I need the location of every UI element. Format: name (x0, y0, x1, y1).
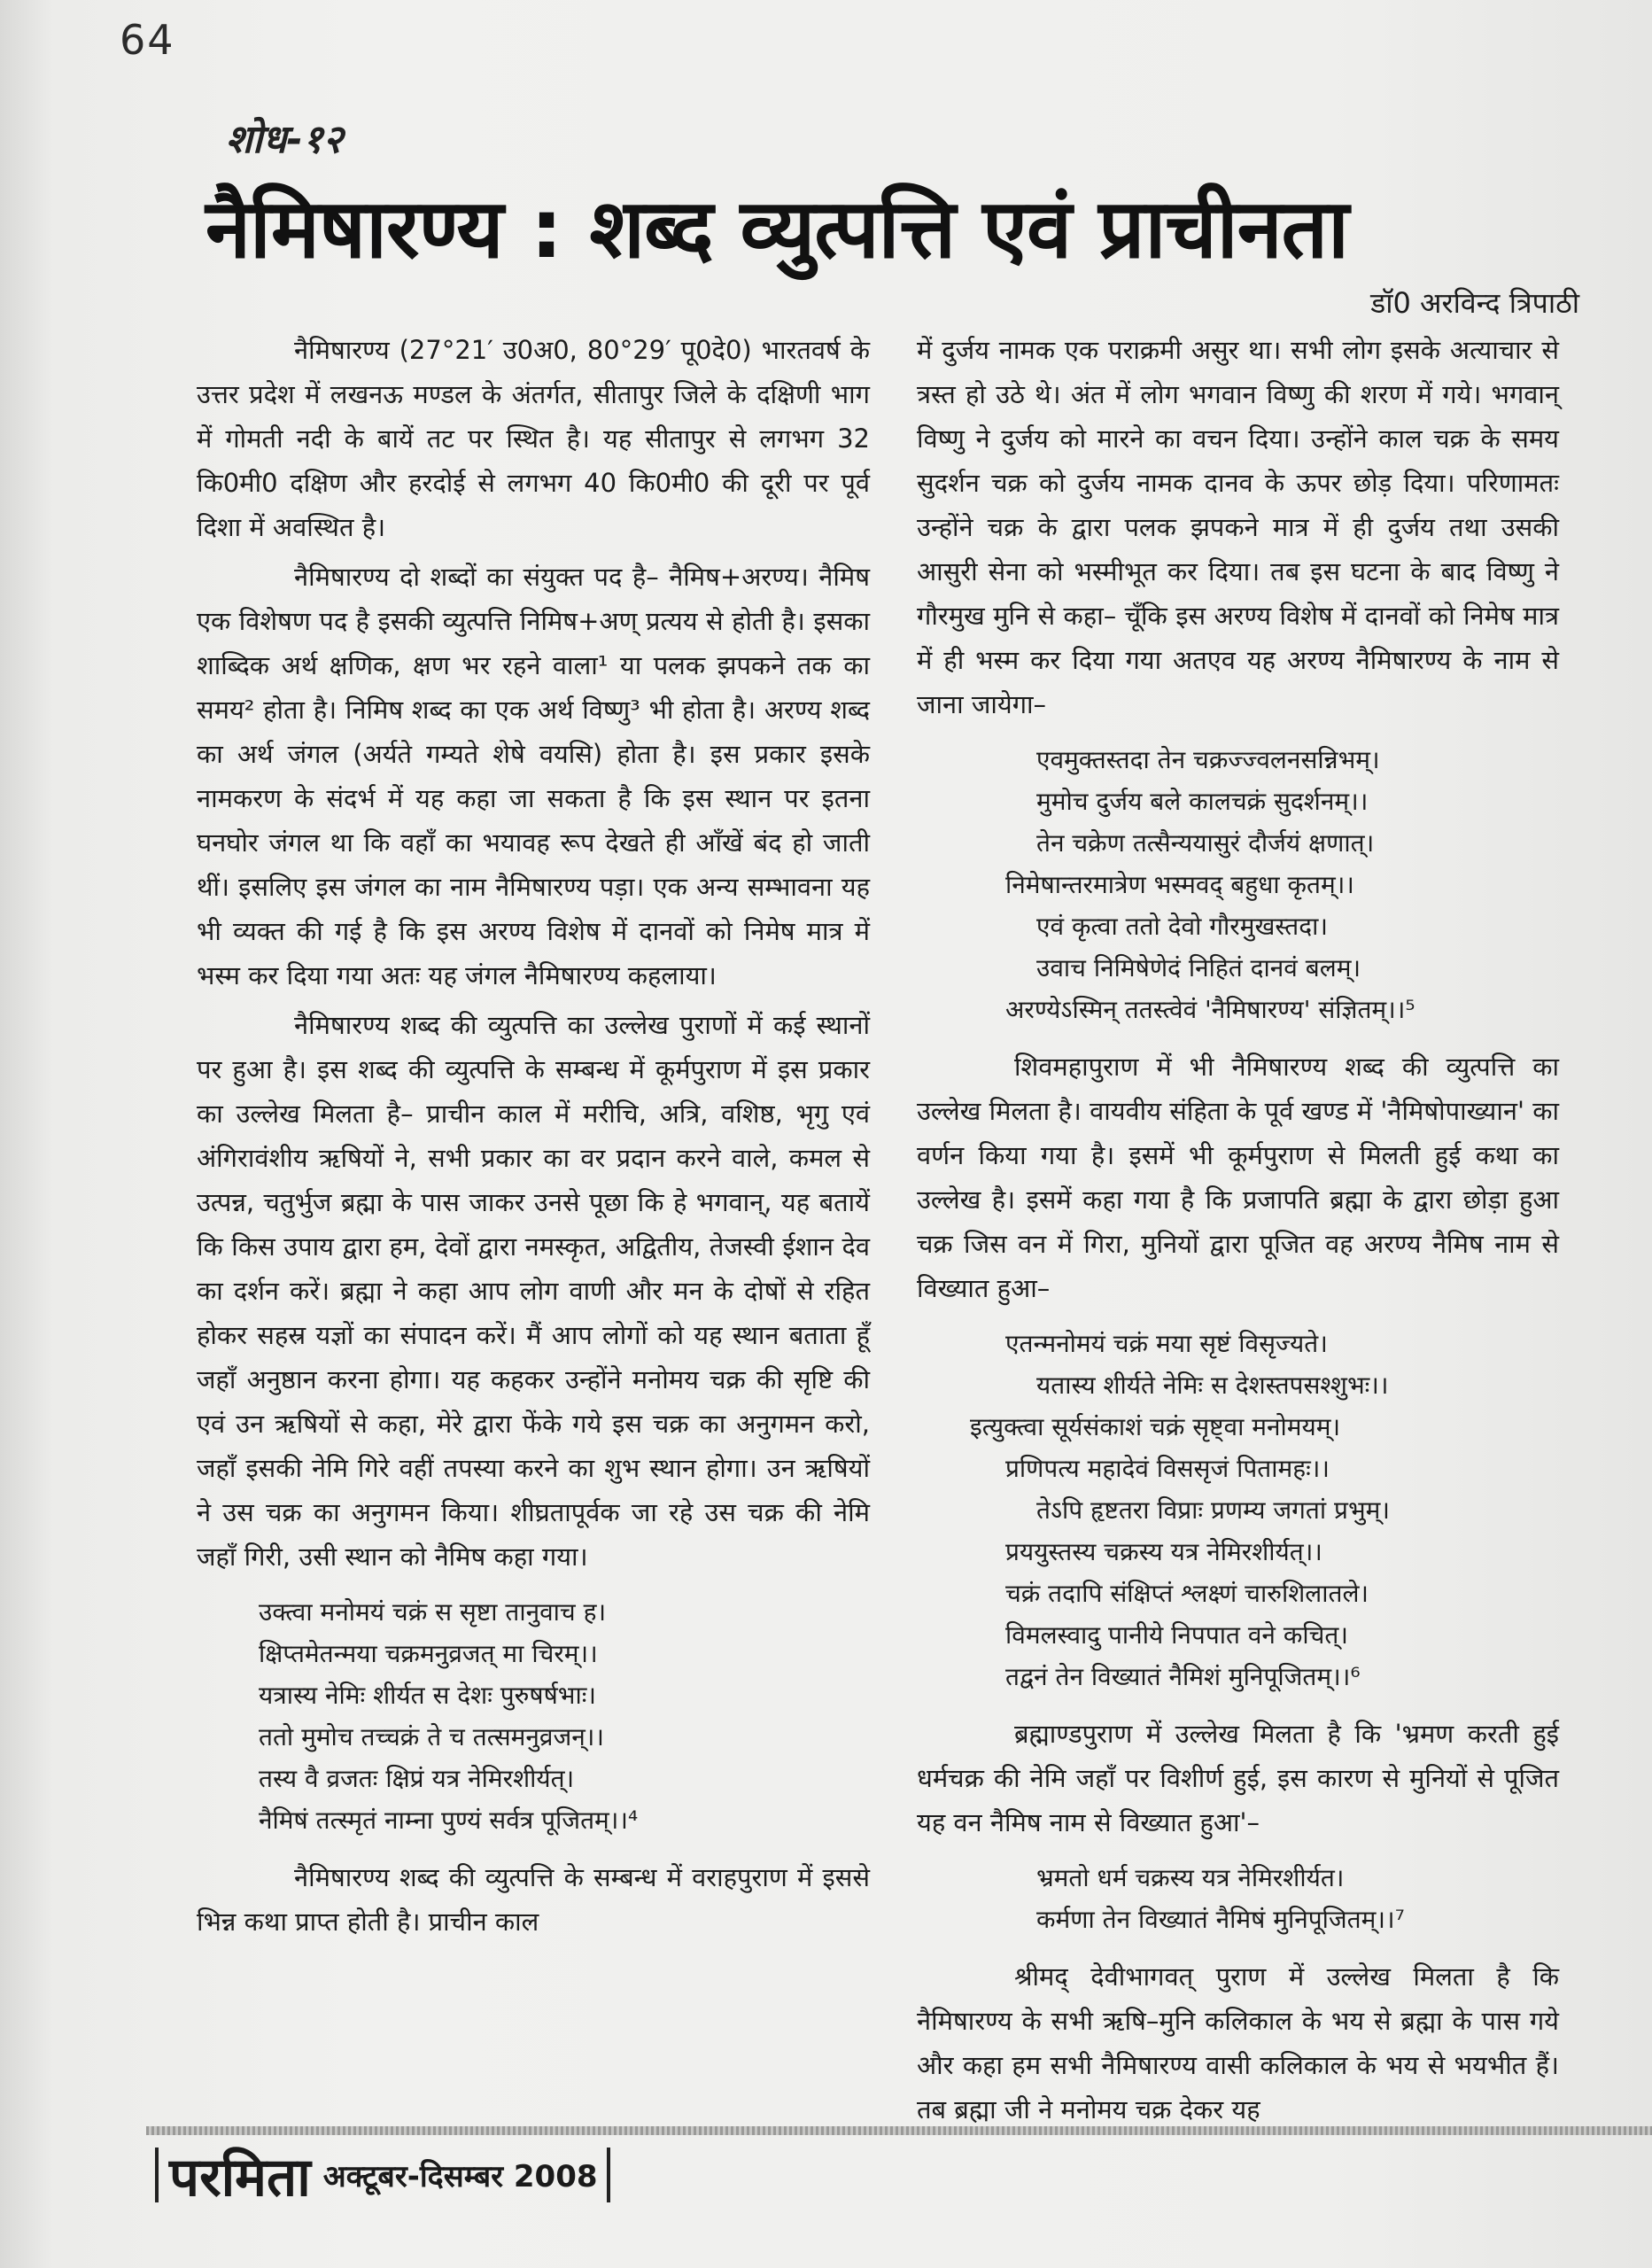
verse-line: अरण्येऽस्मिन् ततस्त्वेवं 'नैमिषारण्य' संज्ञितम्।।⁵ (1005, 995, 1415, 1024)
footer-divider (607, 2148, 610, 2202)
verse-line: नैमिषं तत्स्मृतं नाम्ना पुण्यं सर्वत्र पूजितम्।।⁴ (259, 1806, 639, 1835)
verse-line: निमेषान्तरमात्रेण भस्मवद् बहुधा कृतम्।। (1005, 870, 1354, 899)
right-column (917, 328, 1559, 2137)
verse-line: इत्युक्त्वा सूर्यसंकाशं चक्रं सृष्ट्वा मनोमयम्। (970, 1412, 1341, 1441)
paragraph: शिवमहापुराण में भी नैमिषारण्य शब्द की व्युत्पत्ति का उल्लेख मिलता है। वायवीय संहिता के पूर्व खण्ड में 'नैमिषोपाख्यान' का वर्णन किया गया है। इसमें भी कूर्मपुराण से मिलती हुई कथा का उल्लेख है। इसमें कहा गया है कि प्रजापति ब्रह्मा के द्वारा छोड़ा हुआ चक्र जिस वन में गिरा, मुनियों द्वारा पूजित वह अरण्य नैमिष नाम से विख्यात हुआ– (917, 1052, 1559, 1303)
verse-line: उक्त्वा मनोमयं चक्रं स सृष्टा तानुवाच ह। (259, 1597, 607, 1627)
verse-line: क्षिप्तमेतन्मया चक्रमनुव्रजत् मा चिरम्।। (259, 1639, 598, 1668)
verse-line: ततो मुमोच तच्चक्रं ते च तत्समनुव्रजन्।। (259, 1722, 605, 1751)
issue-date: अक्टूबर-दिसम्बर 2008 (322, 2159, 598, 2194)
page-footer (155, 2144, 610, 2209)
paragraph: नैमिषारण्य (27°21′ उ0अ0, 80°29′ पू0दे0) भारतवर्ष के उत्तर प्रदेश में लखनऊ मण्डल के अंतर्गत, सीतापुर जिले के दक्षिणी भाग में गोमती नदी के बायें तट पर स्थित है। यह सीतापुर से लगभग 32 कि0मी0 दक्षिण और हरदोई से लगभग 40 कि0मी0 की दूरी पर पूर्व दिशा में अवस्थित है। (197, 335, 870, 542)
verse-line: एवमुक्तस्तदा तेन चक्रज्ज्वलनसन्निभम्। (1036, 745, 1380, 774)
sanskrit-verse (917, 739, 1559, 1030)
sanskrit-verse (917, 1857, 1559, 1940)
page-number: 64 (120, 16, 175, 64)
verse-line: तेन चक्रेण तत्सैन्ययासुरं दौर्जयं क्षणात्। (1036, 828, 1375, 858)
footer-divider (155, 2148, 159, 2202)
left-column (197, 328, 870, 1949)
magazine-logo: परमिता (169, 2147, 311, 2209)
verse-line: उवाच निमिषेणेदं निहितं दानवं बलम्। (1036, 953, 1361, 983)
verse-line: प्रययुस्तस्य चक्रस्य यत्र नेमिरशीर्यत्।। (1005, 1537, 1322, 1566)
verse-line: तस्य वै व्रजतः क्षिप्रं यत्र नेमिरशीर्यत्। (259, 1764, 575, 1793)
verse-line: यत्रास्य नेमिः शीर्यत स देशः पुरुषर्षभाः। (259, 1681, 596, 1710)
verse-line: मुमोच दुर्जय बले कालचक्रं सुदर्शनम्।। (1036, 787, 1369, 816)
paragraph: नैमिषारण्य दो शब्दों का संयुक्त पद है– नैमिष+अरण्य। नैमिष एक विशेषण पद है इसकी व्युत्पत्ति निमिष+अण् प्रत्यय से होती है। इसका शाब्दिक अर्थ क्षणिक, क्षण भर रहने वाला¹ या पलक झपकने तक का समय² होता है। निमिष शब्द का एक अर्थ विष्णु³ भी होता है। अरण्य शब्द का अर्थ जंगल (अर्यते गम्यते शेषे वयसि) होता है। इस प्रकार इसके नामकरण के संदर्भ में यह कहा जा सकता है कि इस स्थान पर इतना घनघोर जंगल था कि वहाँ का भयावह रूप देखते ही आँखें बंद हो जाती थीं। इसलिए इस जंगल का नाम नैमिषारण्य पड़ा। एक अन्य सम्भावना यह भी व्यक्त की गई है कि इस अरण्य विशेष में दानवों को निमेष मात्र में भस्म कर दिया गया अतः यह जंगल नैमिषारण्य कहलाया। (197, 562, 870, 990)
verse-line: तेऽपि हृष्टतरा विप्राः प्रणम्य जगतां प्रभुम्। (1036, 1495, 1391, 1525)
paragraph: श्रीमद् देवीभागवत् पुराण में उल्लेख मिलता है कि नैमिषारण्य के सभी ऋषि–मुनि कलिकाल के भय से ब्रह्मा के पास गये और कहा हम सभी नैमिषारण्य वासी कलिकाल के भय से भयभीत हैं। तब ब्रह्मा जी ने मनोमय चक्र देकर यह (917, 1961, 1559, 2124)
paragraph: नैमिषारण्य शब्द की व्युत्पत्ति का उल्लेख पुराणों में कई स्थानों पर हुआ है। इस शब्द की व्युत्पत्ति के सम्बन्ध में कूर्मपुराण में इस प्रकार का उल्लेख मिलता है– प्राचीन काल में मरीचि, अत्रि, वशिष्ठ, भृगु एवं अंगिरावंशीय ऋषियों ने, सभी प्रकार का वर प्रदान करने वाले, कमल से उत्पन्न, चतुर्भुज ब्रह्मा के पास जाकर उनसे पूछा कि हे भगवान्, यह बतायें कि किस उपाय द्वारा हम, देवों द्वारा नमस्कृत, अद्वितीय, तेजस्वी ईशान देव का दर्शन करें। ब्रह्मा ने कहा आप लोग वाणी और मन के दोषों से रहित होकर सहस्र यज्ञों का संपादन करें। मैं आप लोगों को यह स्थान बताता हूँ जहाँ अनुष्ठान करना होगा। यह कहकर उन्होंने मनोमय चक्र की सृष्टि की एवं उन ऋषियों से कहा, मेरे द्वारा फेंके गये इस चक्र का अनुगमन करो, जहाँ इसकी नेमि गिरे वहीं तपस्या करने का शुभ स्थान होगा। उन ऋषियों ने उस चक्र का अनुगमन किया। शीघ्रतापूर्वक जा रहे उस चक्र की नेमि जहाँ गिरी, उसी स्थान को नैमिष कहा गया। (197, 1010, 870, 1572)
section-label: शोध-१२ (226, 117, 344, 162)
verse-line: कर्मणा तेन विख्यातं नैमिषं मुनिपूजितम्।।⁷ (1036, 1905, 1405, 1934)
paragraph: नैमिषारण्य शब्द की व्युत्पत्ति के सम्बन्ध में वराहपुराण में इससे भिन्न कथा प्राप्त होती है। प्राचीन काल (197, 1862, 870, 1937)
article-title: नैमिषारण्य : शब्द व्युत्पत्ति एवं प्राचीनता (206, 182, 1348, 276)
verse-line: चक्रं तदापि संक्षिप्तं श्लक्ष्णं चारुशिलातले। (1005, 1579, 1369, 1608)
verse-line: विमलस्वादु पानीये निपपात वने कचित्। (1005, 1620, 1348, 1650)
verse-line: यतास्य शीर्यते नेमिः स देशस्तपसश्शुभः।। (1036, 1371, 1389, 1400)
verse-line: एवं कृत्वा ततो देवो गौरमुखस्तदा। (1036, 912, 1328, 941)
sanskrit-verse (197, 1591, 870, 1841)
paragraph: में दुर्जय नामक एक पराक्रमी असुर था। सभी लोग इसके अत्याचार से त्रस्त हो उठे थे। अंत में लोग भगवान विष्णु की शरण में गये। भगवान् विष्णु ने दुर्जय को मारने का वचन दिया। उन्होंने काल चक्र के समय सुदर्शन चक्र को दुर्जय नामक दानव के ऊपर छोड़ दिया। परिणामतः उन्होंने चक्र के द्वारा पलक झपकने मात्र में ही दुर्जय तथा उसकी आसुरी सेना को भस्मीभूत कर दिया। तब इस घटना के बाद विष्णु ने गौरमुख मुनि से कहा– चूँकि इस अरण्य विशेष में दानवों को निमेष मात्र में ही भस्म कर दिया गया अतएव यह अरण्य नैमिषारण्य के नाम से जाना जायेगा– (917, 335, 1559, 719)
footer-rule (146, 2126, 1652, 2135)
verse-line: एतन्मनोमयं चक्रं मया सृष्टं विसृज्यते। (1005, 1329, 1328, 1358)
author-name: डॉ0 अरविन्द त्रिपाठी (1370, 286, 1579, 320)
paragraph: ब्रह्माण्डपुराण में उल्लेख मिलता है कि 'भ्रमण करती हुई धर्मचक्र की नेमि जहाँ पर विशीर्ण हुई, इस कारण से मुनियों से पूजित यह वन नैमिष नाम से विख्यात हुआ'– (917, 1719, 1559, 1837)
verse-line: प्रणिपत्य महादेवं विससृजं पितामहः।। (1005, 1454, 1330, 1483)
verse-line: तद्वनं तेन विख्यातं नैमिशं मुनिपूजितम्।।⁶ (1005, 1662, 1361, 1691)
sanskrit-verse (917, 1323, 1559, 1697)
verse-line: भ्रमतो धर्म चक्रस्य यत्र नेमिरशीर्यत। (1036, 1863, 1345, 1892)
